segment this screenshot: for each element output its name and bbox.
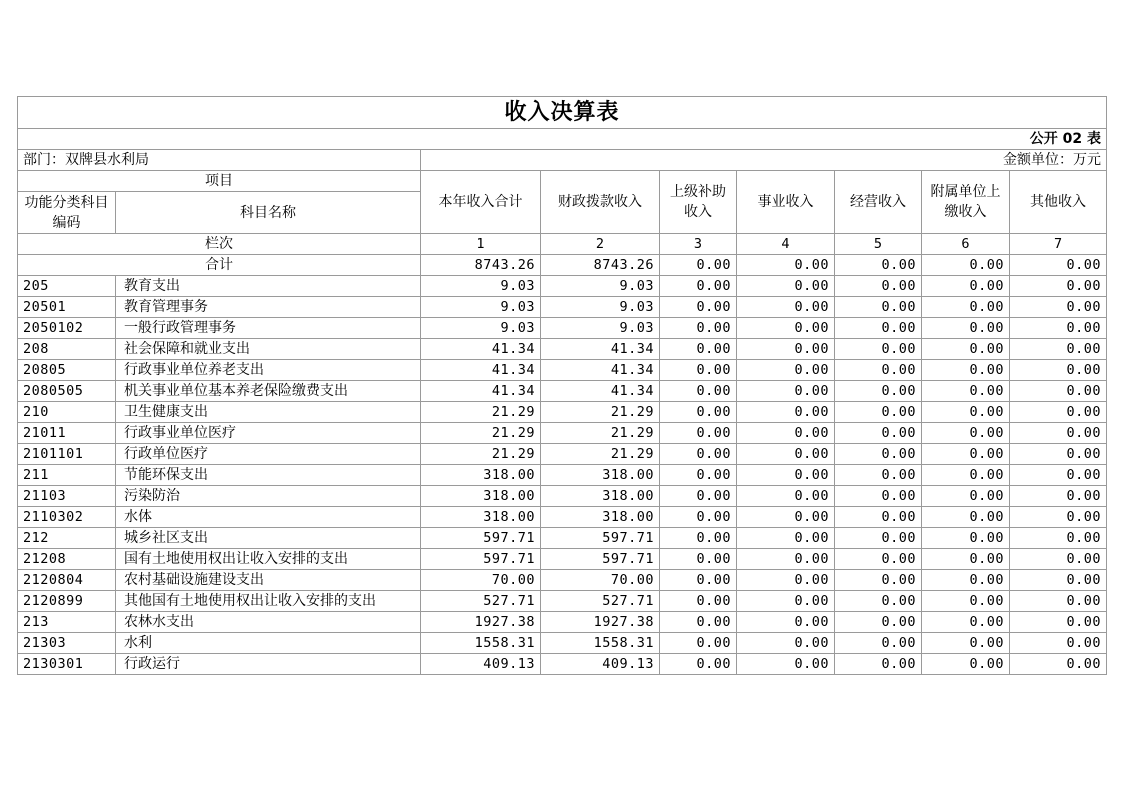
amount-cell: 0.00 <box>737 549 835 570</box>
subject-name: 行政事业单位养老支出 <box>116 360 421 381</box>
amount-cell: 0.00 <box>922 465 1010 486</box>
subject-code: 212 <box>18 528 116 549</box>
amount-cell: 0.00 <box>737 276 835 297</box>
total-value: 8743.26 <box>541 255 660 276</box>
amount-cell: 0.00 <box>922 402 1010 423</box>
amount-cell: 0.00 <box>660 570 737 591</box>
table-row <box>18 360 1107 381</box>
amount-cell: 0.00 <box>737 528 835 549</box>
amount-cell: 0.00 <box>737 486 835 507</box>
table-row <box>18 318 1107 339</box>
subject-code: 20501 <box>18 297 116 318</box>
amount-cell: 0.00 <box>922 507 1010 528</box>
amount-cell: 0.00 <box>835 570 922 591</box>
amount-cell: 0.00 <box>1010 486 1107 507</box>
amount-cell: 21.29 <box>541 423 660 444</box>
amount-cell: 0.00 <box>922 381 1010 402</box>
amount-cell: 0.00 <box>835 402 922 423</box>
amount-cell: 0.00 <box>1010 591 1107 612</box>
subject-code: 2120899 <box>18 591 116 612</box>
subject-name: 其他国有土地使用权出让收入安排的支出 <box>116 591 421 612</box>
other-income-header: 其他收入 <box>1010 171 1107 234</box>
amount-cell: 0.00 <box>1010 381 1107 402</box>
table-row <box>18 549 1107 570</box>
amount-cell: 1558.31 <box>541 633 660 654</box>
amount-cell: 0.00 <box>660 402 737 423</box>
amount-cell: 0.00 <box>1010 402 1107 423</box>
amount-cell: 0.00 <box>660 381 737 402</box>
amount-cell: 0.00 <box>737 297 835 318</box>
amount-cell: 0.00 <box>660 444 737 465</box>
table-row <box>18 654 1107 675</box>
subject-code: 205 <box>18 276 116 297</box>
subject-code: 211 <box>18 465 116 486</box>
amount-cell: 0.00 <box>922 444 1010 465</box>
index-cell: 1 <box>421 234 541 255</box>
amount-cell: 0.00 <box>660 528 737 549</box>
index-cell: 2 <box>541 234 660 255</box>
fiscal-allocation-header: 财政拨款收入 <box>541 171 660 234</box>
amount-cell: 0.00 <box>737 633 835 654</box>
table-row <box>18 465 1107 486</box>
amount-cell: 0.00 <box>1010 654 1107 675</box>
subject-code: 2130301 <box>18 654 116 675</box>
amount-cell: 9.03 <box>421 297 541 318</box>
amount-cell: 0.00 <box>737 402 835 423</box>
amount-cell: 0.00 <box>660 591 737 612</box>
project-header: 项目 <box>18 171 421 192</box>
subject-code: 2050102 <box>18 318 116 339</box>
amount-cell: 9.03 <box>541 297 660 318</box>
total-row-label: 合计 <box>18 255 421 276</box>
amount-cell: 21.29 <box>541 444 660 465</box>
amount-cell: 0.00 <box>737 381 835 402</box>
amount-cell: 70.00 <box>541 570 660 591</box>
amount-cell: 597.71 <box>541 549 660 570</box>
amount-cell: 41.34 <box>541 381 660 402</box>
amount-cell: 0.00 <box>922 549 1010 570</box>
amount-cell: 0.00 <box>922 612 1010 633</box>
index-cell: 5 <box>835 234 922 255</box>
amount-cell: 409.13 <box>421 654 541 675</box>
subject-name: 教育管理事务 <box>116 297 421 318</box>
amount-cell: 0.00 <box>737 465 835 486</box>
index-row-label: 栏次 <box>18 234 421 255</box>
subject-name: 机关事业单位基本养老保险缴费支出 <box>116 381 421 402</box>
amount-cell: 0.00 <box>660 633 737 654</box>
amount-cell: 0.00 <box>737 360 835 381</box>
affiliated-income-header: 附属单位上缴收入 <box>922 171 1010 234</box>
subject-code: 2101101 <box>18 444 116 465</box>
amount-cell: 0.00 <box>835 549 922 570</box>
amount-cell: 0.00 <box>1010 276 1107 297</box>
amount-cell: 0.00 <box>835 339 922 360</box>
amount-cell: 0.00 <box>660 423 737 444</box>
amount-cell: 0.00 <box>835 612 922 633</box>
table-row <box>18 507 1107 528</box>
table-row <box>18 591 1107 612</box>
amount-cell: 0.00 <box>922 318 1010 339</box>
amount-cell: 0.00 <box>1010 612 1107 633</box>
subject-name: 行政单位医疗 <box>116 444 421 465</box>
subject-code: 21011 <box>18 423 116 444</box>
table-row <box>18 528 1107 549</box>
amount-cell: 0.00 <box>737 318 835 339</box>
subject-code: 21303 <box>18 633 116 654</box>
amount-cell: 1558.31 <box>421 633 541 654</box>
amount-cell: 0.00 <box>835 507 922 528</box>
total-value: 0.00 <box>922 255 1010 276</box>
amount-cell: 318.00 <box>421 486 541 507</box>
amount-cell: 0.00 <box>835 318 922 339</box>
amount-cell: 41.34 <box>541 339 660 360</box>
amount-cell: 0.00 <box>737 339 835 360</box>
amount-cell: 0.00 <box>922 339 1010 360</box>
index-cell: 7 <box>1010 234 1107 255</box>
amount-cell: 318.00 <box>541 486 660 507</box>
subject-name: 教育支出 <box>116 276 421 297</box>
amount-cell: 0.00 <box>737 423 835 444</box>
subject-code: 2120804 <box>18 570 116 591</box>
total-value: 0.00 <box>835 255 922 276</box>
amount-cell: 0.00 <box>1010 507 1107 528</box>
amount-cell: 0.00 <box>922 591 1010 612</box>
table-row <box>18 381 1107 402</box>
amount-cell: 318.00 <box>541 507 660 528</box>
amount-cell: 0.00 <box>737 444 835 465</box>
amount-cell: 0.00 <box>922 528 1010 549</box>
amount-cell: 0.00 <box>1010 339 1107 360</box>
business-income-header: 事业收入 <box>737 171 835 234</box>
amount-cell: 0.00 <box>835 528 922 549</box>
subject-code: 213 <box>18 612 116 633</box>
total-value: 0.00 <box>660 255 737 276</box>
amount-cell: 0.00 <box>835 444 922 465</box>
amount-cell: 0.00 <box>1010 297 1107 318</box>
amount-cell: 21.29 <box>421 402 541 423</box>
table-row <box>18 633 1107 654</box>
amount-cell: 9.03 <box>541 318 660 339</box>
subject-code: 21103 <box>18 486 116 507</box>
amount-cell: 0.00 <box>737 612 835 633</box>
amount-cell: 0.00 <box>660 276 737 297</box>
amount-cell: 0.00 <box>1010 423 1107 444</box>
table-row <box>18 570 1107 591</box>
amount-cell: 0.00 <box>660 360 737 381</box>
amount-cell: 0.00 <box>660 654 737 675</box>
operating-income-header: 经营收入 <box>835 171 922 234</box>
subject-name: 一般行政管理事务 <box>116 318 421 339</box>
amount-cell: 9.03 <box>421 276 541 297</box>
amount-cell: 0.00 <box>835 633 922 654</box>
amount-cell: 0.00 <box>835 591 922 612</box>
page-title: 收入决算表 <box>18 97 1107 129</box>
amount-cell: 1927.38 <box>421 612 541 633</box>
amount-cell: 597.71 <box>421 549 541 570</box>
amount-cell: 0.00 <box>737 507 835 528</box>
name-header: 科目名称 <box>116 192 421 234</box>
index-cell: 3 <box>660 234 737 255</box>
amount-cell: 0.00 <box>1010 318 1107 339</box>
form-number: 公开 02 表 <box>18 129 1107 150</box>
table-row <box>18 276 1107 297</box>
amount-cell: 21.29 <box>421 444 541 465</box>
amount-cell: 41.34 <box>421 339 541 360</box>
amount-cell: 0.00 <box>922 654 1010 675</box>
amount-cell: 0.00 <box>737 654 835 675</box>
subject-name: 社会保障和就业支出 <box>116 339 421 360</box>
table-row <box>18 339 1107 360</box>
amount-cell: 409.13 <box>541 654 660 675</box>
amount-cell: 0.00 <box>1010 465 1107 486</box>
amount-cell: 41.34 <box>421 381 541 402</box>
amount-cell: 70.00 <box>421 570 541 591</box>
amount-cell: 0.00 <box>660 612 737 633</box>
table-row <box>18 402 1107 423</box>
table-row <box>18 486 1107 507</box>
subject-code: 208 <box>18 339 116 360</box>
amount-cell: 0.00 <box>660 507 737 528</box>
amount-cell: 0.00 <box>1010 633 1107 654</box>
amount-cell: 0.00 <box>1010 549 1107 570</box>
amount-cell: 0.00 <box>660 297 737 318</box>
total-value: 8743.26 <box>421 255 541 276</box>
amount-cell: 0.00 <box>835 276 922 297</box>
subject-name: 农村基础设施建设支出 <box>116 570 421 591</box>
amount-cell: 0.00 <box>1010 528 1107 549</box>
amount-cell: 41.34 <box>421 360 541 381</box>
table-row <box>18 297 1107 318</box>
subject-name: 行政运行 <box>116 654 421 675</box>
amount-cell: 0.00 <box>660 549 737 570</box>
unit-label: 金额单位：万元 <box>421 150 1107 171</box>
amount-cell: 0.00 <box>835 423 922 444</box>
amount-cell: 0.00 <box>1010 360 1107 381</box>
subject-name: 城乡社区支出 <box>116 528 421 549</box>
amount-cell: 0.00 <box>737 570 835 591</box>
amount-cell: 0.00 <box>922 633 1010 654</box>
subject-name: 节能环保支出 <box>116 465 421 486</box>
subject-code: 21208 <box>18 549 116 570</box>
amount-cell: 9.03 <box>541 276 660 297</box>
subject-code: 20805 <box>18 360 116 381</box>
amount-cell: 527.71 <box>421 591 541 612</box>
amount-cell: 0.00 <box>660 318 737 339</box>
amount-cell: 0.00 <box>660 486 737 507</box>
amount-cell: 318.00 <box>421 507 541 528</box>
subject-name: 国有土地使用权出让收入安排的支出 <box>116 549 421 570</box>
amount-cell: 0.00 <box>835 297 922 318</box>
subject-name: 水利 <box>116 633 421 654</box>
subject-name: 卫生健康支出 <box>116 402 421 423</box>
amount-cell: 21.29 <box>541 402 660 423</box>
amount-cell: 0.00 <box>835 360 922 381</box>
amount-cell: 0.00 <box>922 486 1010 507</box>
amount-cell: 0.00 <box>835 654 922 675</box>
amount-cell: 0.00 <box>1010 570 1107 591</box>
subject-name: 行政事业单位医疗 <box>116 423 421 444</box>
amount-cell: 41.34 <box>541 360 660 381</box>
amount-cell: 0.00 <box>922 360 1010 381</box>
table-row <box>18 612 1107 633</box>
amount-cell: 0.00 <box>835 381 922 402</box>
amount-cell: 527.71 <box>541 591 660 612</box>
subject-code: 210 <box>18 402 116 423</box>
table-row <box>18 444 1107 465</box>
superior-subsidy-header: 上级补助收入 <box>660 171 737 234</box>
amount-cell: 597.71 <box>541 528 660 549</box>
amount-cell: 0.00 <box>922 570 1010 591</box>
amount-cell: 597.71 <box>421 528 541 549</box>
subject-code: 2080505 <box>18 381 116 402</box>
amount-cell: 318.00 <box>421 465 541 486</box>
subject-name: 农林水支出 <box>116 612 421 633</box>
amount-cell: 0.00 <box>922 297 1010 318</box>
amount-cell: 0.00 <box>835 486 922 507</box>
subject-code: 2110302 <box>18 507 116 528</box>
amount-cell: 0.00 <box>1010 444 1107 465</box>
amount-cell: 0.00 <box>737 591 835 612</box>
income-final-accounts-table <box>17 96 1107 675</box>
total-value: 0.00 <box>737 255 835 276</box>
index-cell: 4 <box>737 234 835 255</box>
code-header: 功能分类科目编码 <box>18 192 116 234</box>
amount-cell: 9.03 <box>421 318 541 339</box>
amount-cell: 0.00 <box>660 465 737 486</box>
total-value: 0.00 <box>1010 255 1107 276</box>
index-cell: 6 <box>922 234 1010 255</box>
total-income-header: 本年收入合计 <box>421 171 541 234</box>
table-row <box>18 423 1107 444</box>
department-label: 部门：双牌县水利局 <box>18 150 421 171</box>
amount-cell: 318.00 <box>541 465 660 486</box>
amount-cell: 0.00 <box>835 465 922 486</box>
amount-cell: 0.00 <box>922 276 1010 297</box>
amount-cell: 0.00 <box>922 423 1010 444</box>
amount-cell: 0.00 <box>660 339 737 360</box>
subject-name: 污染防治 <box>116 486 421 507</box>
amount-cell: 21.29 <box>421 423 541 444</box>
subject-name: 水体 <box>116 507 421 528</box>
amount-cell: 1927.38 <box>541 612 660 633</box>
